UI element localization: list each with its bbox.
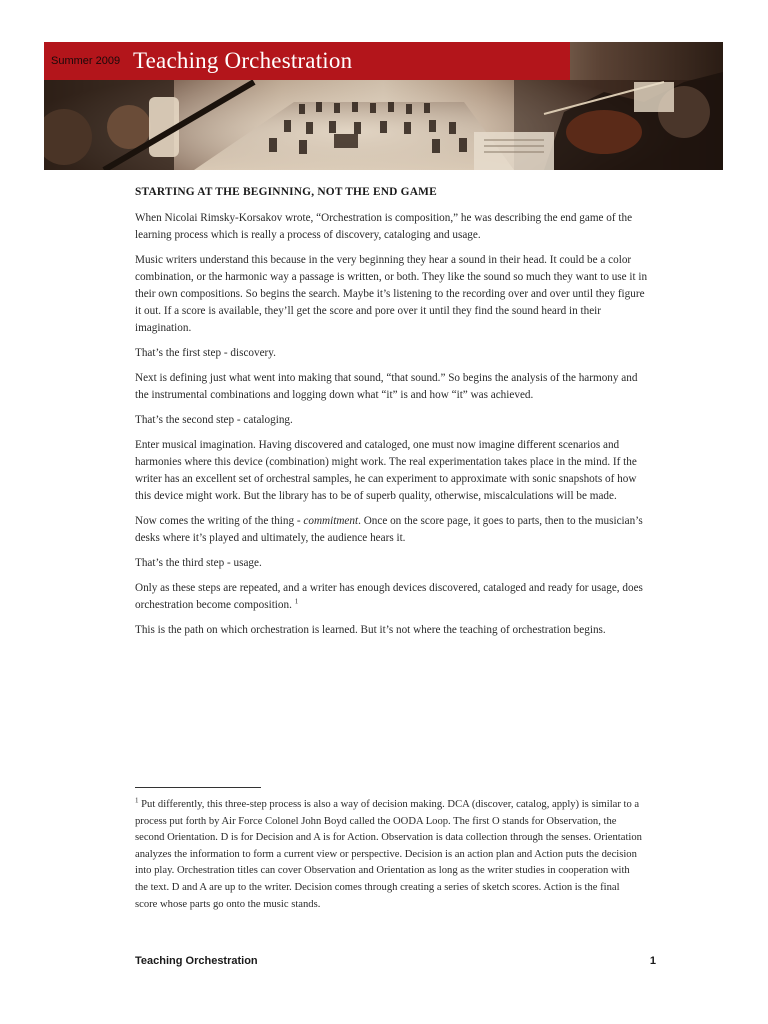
paragraph: When Nicolai Rimsky-Korsakov wrote, “Orchestration is composition,” he was describing the end game of the learning process which is really a process of discovery, cataloging and usage. <box>135 212 633 241</box>
paragraph: Music writers understand this because in the very beginning they hear a sound in their head. It could be a color combination, or the harmonic way a passage is written, or both. They like the sound so much they want to use it in their own compositions. So begins the search. Maybe it’s listening to the recording over and over until they figure it out. If a score is available, they’ll get the score and pore over it until they find the sound heard in their imagination. <box>135 254 648 334</box>
paragraph: That’s the first step - discovery. <box>135 347 276 359</box>
page-number: 1 <box>649 955 656 967</box>
paragraph-text: Now comes the writing of the thing - <box>135 515 304 527</box>
footnote-reference[interactable]: 1 <box>294 597 299 606</box>
footnote-mark: 1 <box>135 796 139 805</box>
title-bar <box>44 42 570 80</box>
footnote-text: Put differently, this three-step process is also a way of decision making. DCA (discover, catalog, apply) is similar to a process put forth by Air Force Colonel John Boyd called the OODA Loop. The first O stands for Observation, the second Orientation. D is for Decision and A is for Action. Observation is data collection through the senses. Orientation analyzes the information to form a current view or perspective. Decision is an action plan and Action puts the decision into play. Orchestration titles can cover Observation and Orientation as long as the writer studies in cooperation with the text. D and A are up to the writer. Decision comes through creating a series of sketch scores. Action is the final score whose parts go onto the music stands. <box>135 799 642 910</box>
footer-title: Teaching Orchestration <box>135 955 258 967</box>
article-body <box>135 184 650 647</box>
footnote <box>135 797 643 913</box>
paragraph <box>135 513 650 547</box>
paragraph-text: Only as these steps are repeated, and a writer has enough devices discovered, cataloged and ready for usage, does orchestration become composition. <box>135 582 643 611</box>
paragraph-text: . Once on the score page, it goes to parts, then to the musician’s desks where it’s played and ultimately, the audience hears it. <box>135 515 643 544</box>
publication-title: Teaching Orchestration <box>133 48 353 73</box>
paragraph <box>135 580 650 614</box>
page-footer <box>135 955 656 967</box>
paragraph: That’s the second step - cataloging. <box>135 414 293 426</box>
footnote-divider <box>135 787 261 788</box>
header-banner <box>44 42 723 170</box>
paragraph: Next is defining just what went into making that sound, “that sound.” So begins the analysis of the harmony and the instrumental combinations and logging down what “it” is and how “it” was achieved. <box>135 372 638 401</box>
emphasis-text: commitment <box>303 515 359 527</box>
paragraph: This is the path on which orchestration is learned. But it’s not where the teaching of orchestration begins. <box>135 624 606 636</box>
issue-label: Summer 2009 <box>51 55 121 67</box>
paragraph: That’s the third step - usage. <box>135 557 262 569</box>
article-heading: STARTING AT THE BEGINNING, NOT THE END GAME <box>135 186 437 198</box>
paragraph: Enter musical imagination. Having discovered and cataloged, one must now imagine different scenarios and harmonies where this device (combination) might work. The real experimentation takes place in the mind. If the writer has an excellent set of orchestral samples, he can experiment to approximate with sonic snapshots of how this device might work. But the library has to be of superb quality, otherwise, miscalculations will be made. <box>135 439 637 502</box>
